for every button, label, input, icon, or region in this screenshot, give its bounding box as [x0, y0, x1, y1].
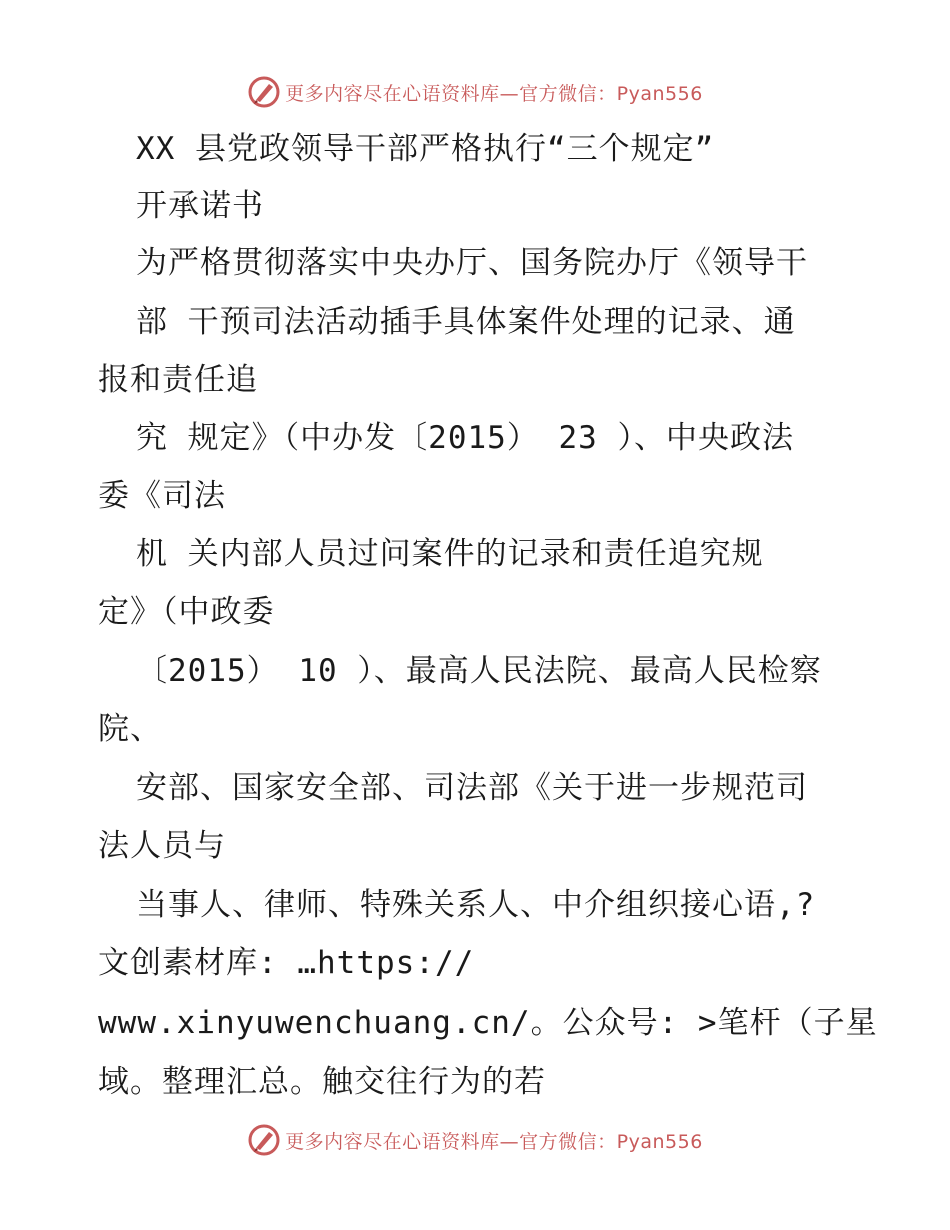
- paragraph-line: 法人员与: [98, 828, 226, 864]
- paragraph-line: 机 关内部人员过问案件的记录和责任追究规: [136, 536, 764, 572]
- paragraph-line: 域。整理汇总。触交往行为的若: [98, 1064, 546, 1100]
- paragraph-line: 委《司法: [98, 478, 226, 514]
- paragraph-line: 报和责任追: [98, 362, 258, 398]
- pen-logo-icon: [247, 75, 281, 109]
- paragraph-line: 定》（中政委: [98, 594, 275, 630]
- paragraph-line: 部 干预司法活动插手具体案件处理的记录、通: [136, 304, 796, 340]
- pen-logo-icon: [247, 1123, 281, 1157]
- footer-watermark-banner: [0, 1120, 950, 1160]
- paragraph-line: 安部、国家安全部、司法部《关于进一步规范司: [136, 770, 808, 806]
- paragraph-line: 为严格贯彻落实中央办厅、国务院办厅《领导干: [136, 245, 808, 281]
- paragraph-line: 究 规定》（中办发〔2015） 23 ）、中央政法: [136, 420, 794, 456]
- paragraph-line: 〔2015） 10 ）、最高人民法院、最高人民检察: [136, 653, 822, 689]
- paragraph-line: www.xinyuwenchuang.cn/。公众号: >笔杆（子星: [98, 1005, 878, 1041]
- watermark-text: 更多内容尽在心语资料库—官方微信：Pyan556: [285, 1130, 703, 1153]
- watermark-text: 更多内容尽在心语资料库—官方微信：Pyan556: [285, 82, 703, 105]
- header-watermark-banner: [0, 72, 950, 112]
- document-title-line-1: XX 县党政领导干部严格执行“三个规定”: [136, 131, 715, 167]
- document-title-line-2: 开承诺书: [136, 188, 264, 224]
- paragraph-line: 文创素材库: …https://: [98, 945, 475, 981]
- paragraph-line: 当事人、律师、特殊关系人、中介组织接心语,?: [136, 887, 816, 923]
- paragraph-line: 院、: [98, 711, 162, 747]
